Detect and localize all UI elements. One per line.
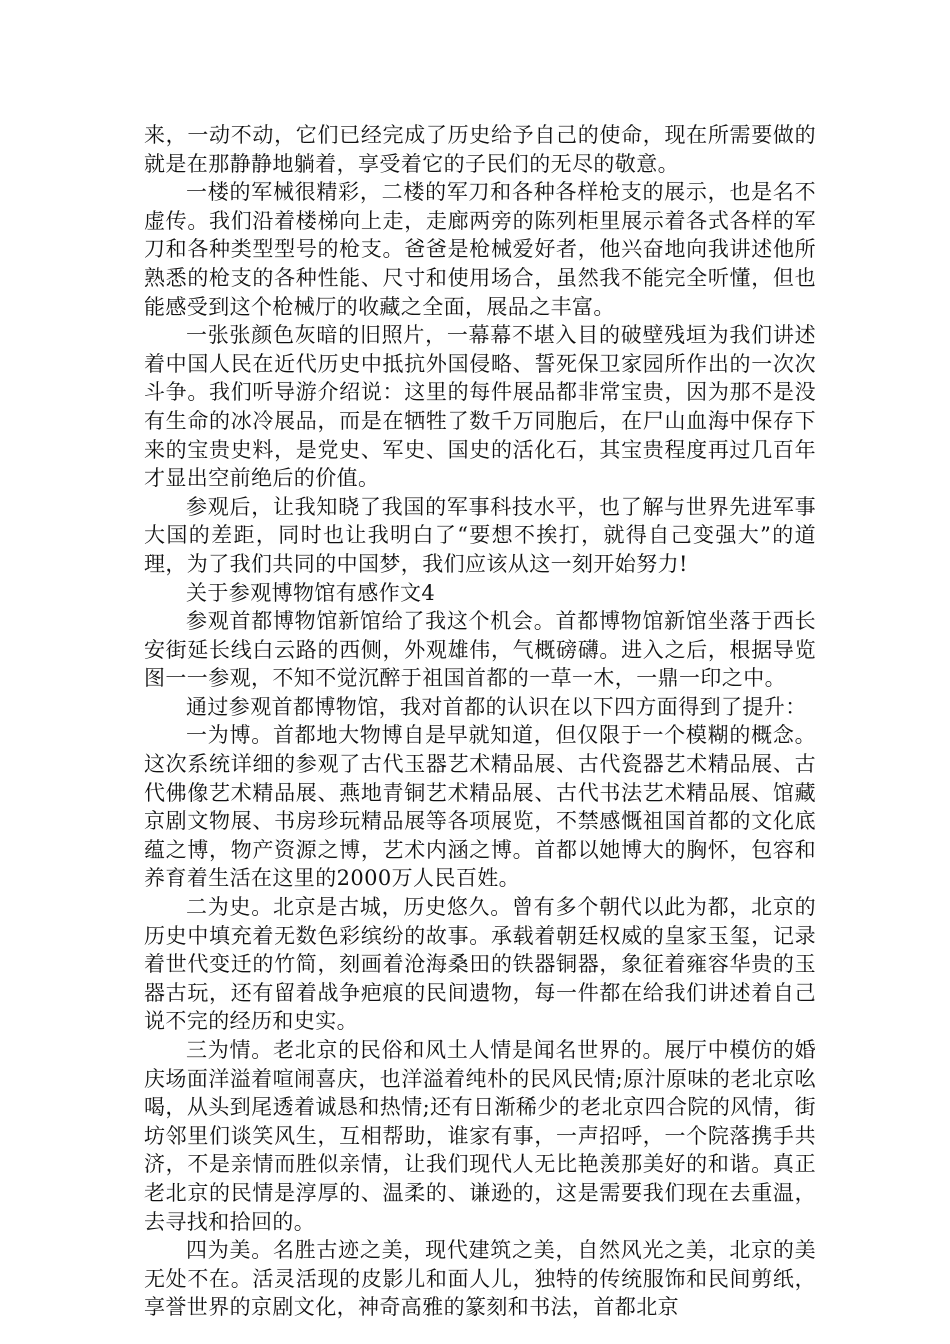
paragraph-old-photos: 一张张颜色灰暗的旧照片，一幕幕不堪入目的破壁残垣为我们讲述着中国人民在近代历史中抵抗外国侵略、誓死保卫家园所作出的一次次斗争。我们听导游介绍说：这里的每件展品都非常宝贵，因为那不是没有生命的冰冷展品，而是在牺牲了数千万同胞后，在尸山血海中保存下来的宝贵史料，是党史、军史、国史的活化石，其宝贵程度再过几百年才显出空前绝后的价值。 (144, 323, 816, 491)
paragraph-history: 二为史。北京是古城，历史悠久。曾有多个朝代以此为都，北京的历史中填充着无数色彩缤纷的故事。承载着朝廷权威的皇家玉玺，记录着世代变迁的竹简，刻画着沧海桑田的铁器铜器，象征着雍容华贵的玉器古玩，还有留着战争疤痕的民间遗物，每一件都在给我们讲述着自己说不完的经历和史实。 (144, 895, 816, 1034)
paragraph-continuation: 来，一动不动，它们已经完成了历史给予自己的使命，现在所需要做的就是在那静静地躺着，享受着它的子民们的无尽的敬意。 (144, 123, 816, 176)
paragraph-capital-museum-intro: 参观首都博物馆新馆给了我这个机会。首都博物馆新馆坐落于西长安街延长线白云路的西侧，外观雄伟，气概磅礴。进入之后，根据导览图一一参观，不知不觉沉醉于祖国首都的一草一木，一鼎一印之中。 (144, 609, 816, 691)
paragraph-weapons-hall: 一楼的军械很精彩，二楼的军刀和各种各样枪支的展示，也是名不虚传。我们沿着楼梯向上走，走廊两旁的陈列柜里展示着各式各样的军刀和各种类型型号的枪支。爸爸是枪械爱好者，他兴奋地向我讲述他所熟悉的枪支的各种性能、尺寸和使用场合，虽然我不能完全听懂，但也能感受到这个枪械厅的收藏之全面，展品之丰富。 (144, 180, 816, 319)
paragraph-reflection: 参观后，让我知晓了我国的军事科技水平，也了解与世界先进军事大国的差距，同时也让我明白了“要想不挨打，就得自己变强大”的道理，为了我们共同的中国梦，我们应该从这一刻开始努力! (144, 494, 816, 576)
paragraph-sentiment: 三为情。老北京的民俗和风土人情是闻名世界的。展厅中模仿的婚庆场面洋溢着喧闹喜庆，也洋溢着纯朴的民风民情;原汁原味的老北京吆喝，从头到尾透着诚恳和热情;还有日渐稀少的老北京四合院的风情，街坊邻里们谈笑风生，互相帮助，谁家有事，一声招呼，一个院落携手共济，不是亲情而胜似亲情，让我们现代人无比艳羡那美好的和谐。真正老北京的民情是淳厚的、温柔的、谦逊的，这是需要我们现在去重温，去寻找和拾回的。 (144, 1038, 816, 1234)
paragraph-beauty: 四为美。名胜古迹之美，现代建筑之美，自然风光之美，北京的美无处不在。活灵活现的皮影儿和面人儿，独特的传统服饰和民间剪纸，享誉世界的京剧文化，神奇高雅的篆刻和书法，首都北京 (144, 1238, 816, 1320)
document-body (144, 121, 816, 1322)
paragraph-breadth: 一为博。首都地大物博自是早就知道，但仅限于一个模糊的概念。这次系统详细的参观了古代玉器艺术精品展、古代瓷器艺术精品展、古代佛像艺术精品展、燕地青铜艺术精品展、古代书法艺术精品展、馆藏京剧文物展、书房珍玩精品展等各项展览，不禁感慨祖国首都的文化底蕴之博，物产资源之博，艺术内涵之博。首都以她博大的胸怀，包容和养育着生活在这里的2000万人民百姓。 (144, 723, 816, 891)
paragraph-four-aspects: 通过参观首都博物馆，我对首都的认识在以下四方面得到了提升： (186, 694, 807, 719)
essay-heading: 关于参观博物馆有感作文4 (186, 580, 436, 605)
